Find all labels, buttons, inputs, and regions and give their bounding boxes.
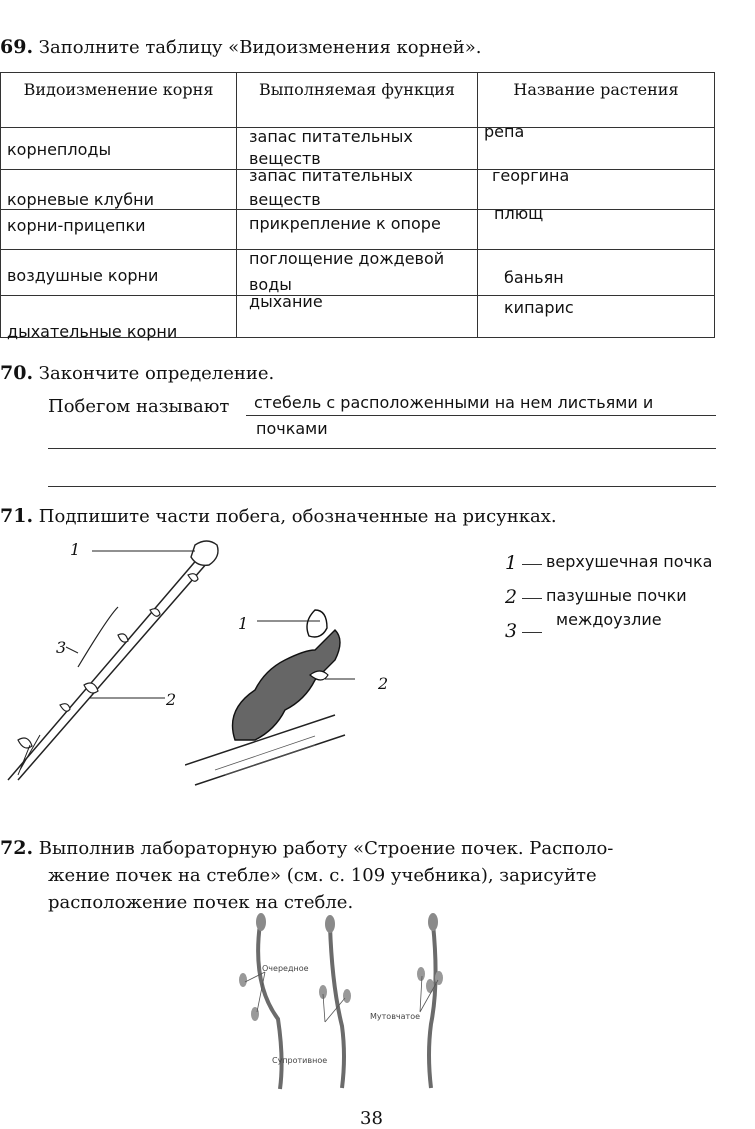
answer-line xyxy=(48,448,716,449)
cell-function: запас питательных веществ xyxy=(249,166,413,209)
shoot-drawing-right xyxy=(185,605,355,790)
header-plant: Название растения xyxy=(513,80,679,99)
q70-answer-line2: почками xyxy=(256,419,328,438)
cell-function: запас питательных веществ xyxy=(249,127,413,168)
table-header-row xyxy=(1,73,715,128)
answer-line xyxy=(48,486,716,487)
q70-answer-line1: стебель с расположенными на нем листьями и xyxy=(254,393,654,412)
cell-plant: кипарис xyxy=(504,298,574,317)
q69-number: 69. xyxy=(0,36,34,58)
cell-function: прикрепление к опоре xyxy=(249,214,441,233)
fig-label-3: 3 xyxy=(56,638,67,657)
cell-plant: баньян xyxy=(504,268,564,287)
bud-arrangement-figure xyxy=(225,912,460,1092)
table-row xyxy=(1,170,715,210)
cell-modification: корневые клубни xyxy=(7,190,154,209)
cell-modification: корнеплоды xyxy=(7,140,112,159)
q71-text: Подпишите части побега, обозначенные на рисунках. xyxy=(38,506,557,527)
cell-plant: плющ xyxy=(494,204,544,223)
q70-number: 70. xyxy=(0,362,34,384)
table-row xyxy=(1,250,715,296)
q72-number: 72. xyxy=(0,837,34,859)
cell-modification: корни-прицепки xyxy=(7,216,146,235)
answer-num: 3 xyxy=(505,620,518,642)
fig-label-2: 2 xyxy=(378,674,389,693)
q70-text: Закончите определение. xyxy=(38,363,275,384)
cell-plant: репа xyxy=(484,122,525,141)
answer-dash xyxy=(522,598,542,599)
answer-text: пазушные почки xyxy=(546,586,687,605)
cell-function: дыхание xyxy=(249,292,323,311)
page-number: 38 xyxy=(360,1108,383,1129)
roots-table xyxy=(0,72,715,341)
label-whorled: Мутовчатое xyxy=(370,1012,421,1021)
header-function: Выполняемая функция xyxy=(259,80,455,99)
cell-plant: георгина xyxy=(492,166,570,185)
fig-label-2: 2 xyxy=(166,690,177,709)
q70-heading xyxy=(0,362,274,384)
q70-prompt: Побегом называют xyxy=(48,396,230,417)
answer-text: верхушечная почка xyxy=(546,552,713,571)
table-row xyxy=(1,296,715,338)
table-row xyxy=(1,210,715,250)
q72-line2: жение почек на стебле» (см. с. 109 учебника), зарисуйте xyxy=(48,865,597,886)
answer-text: междоузлие xyxy=(556,610,662,629)
answer-num: 1 xyxy=(505,552,518,574)
q72-line3: расположение почек на стебле. xyxy=(48,892,354,913)
answer-dash xyxy=(522,564,542,565)
cell-function: поглощение дождевой воды xyxy=(249,249,445,294)
fig-label-1: 1 xyxy=(238,614,249,633)
fig-label-1: 1 xyxy=(70,540,81,559)
q72-text-block xyxy=(0,835,716,916)
header-modification: Видоизменение корня xyxy=(23,80,214,99)
label-opposite: Супротивное xyxy=(272,1056,328,1065)
q69-heading xyxy=(0,36,482,58)
cell-modification: дыхательные корни xyxy=(7,322,178,341)
label-alternate: Очередное xyxy=(262,964,309,973)
q72-line1: Выполнив лабораторную работу «Строение почек. Располо- xyxy=(38,838,614,859)
answer-line xyxy=(246,415,716,416)
cell-modification: воздушные корни xyxy=(7,266,159,285)
q71-number: 71. xyxy=(0,505,34,527)
answer-num: 2 xyxy=(505,586,518,608)
q71-heading xyxy=(0,505,557,527)
q69-text: Заполните таблицу «Видоизменения корней». xyxy=(38,37,482,58)
answer-dash xyxy=(522,632,542,633)
